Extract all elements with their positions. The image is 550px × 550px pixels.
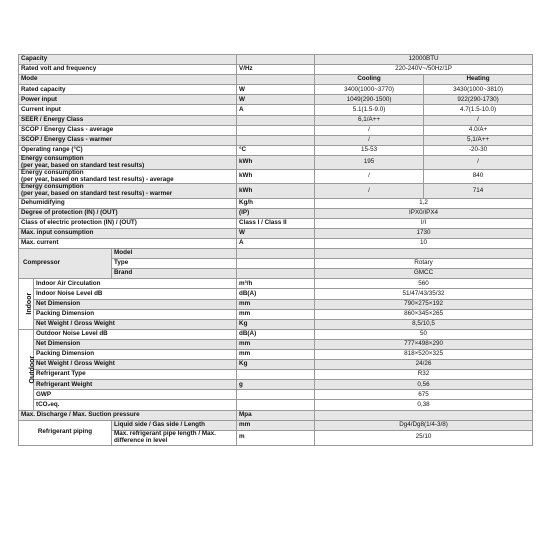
indoor-3-unit: mm bbox=[237, 309, 315, 319]
outdoor-4-label: Refrigerant Type bbox=[34, 370, 237, 380]
value-max-current: 10 bbox=[315, 238, 533, 248]
row-energy-3 bbox=[19, 184, 533, 198]
row-scop-average bbox=[19, 125, 533, 135]
unit-suction-pressure: Mpa bbox=[237, 410, 315, 420]
row-rated-volt bbox=[19, 65, 533, 75]
outdoor-5-unit: g bbox=[237, 380, 315, 390]
label-power-input: Power input bbox=[19, 95, 237, 105]
indoor-1-unit: dB(A) bbox=[237, 289, 315, 299]
indoor-4-unit: Kg bbox=[237, 319, 315, 329]
indoor-section-label bbox=[19, 279, 34, 329]
label-piping-length: Max. refrigerant pipe length / Max. difference in level bbox=[112, 430, 237, 445]
unit-scop-average bbox=[237, 125, 315, 135]
label-piping-liquid: Liquid side / Gas side / Length bbox=[112, 420, 237, 430]
row-energy-2 bbox=[19, 170, 533, 184]
value-protection: IPX0/IPX4 bbox=[315, 208, 533, 218]
unit-energy-1: kWh bbox=[237, 155, 315, 169]
outdoor-7-label: tCO₂eq. bbox=[34, 400, 237, 410]
unit-protection: (IP) bbox=[237, 208, 315, 218]
value-capacity: 12000BTU bbox=[315, 55, 533, 65]
energy-3-sub: (per year, based on standard test results) - warmer bbox=[21, 189, 173, 197]
heating-scop-average: 4.0/A+ bbox=[424, 125, 533, 135]
energy-1-sub: (per year, based on standard test results) bbox=[21, 161, 145, 169]
label-scop-average: SCOP / Energy Class - average bbox=[19, 125, 237, 135]
row-compressor-model bbox=[19, 249, 533, 259]
cooling-scop-warmer: / bbox=[315, 135, 424, 145]
value-electric-class: I/I bbox=[315, 218, 533, 228]
cooling-operating-range: 15-53 bbox=[315, 145, 424, 155]
outdoor-2-unit: mm bbox=[237, 350, 315, 360]
indoor-0-label: Indoor Air Circulation bbox=[34, 279, 237, 289]
label-compressor-model: Model bbox=[112, 249, 237, 259]
label-refrigerant-piping: Refrigerant piping bbox=[19, 420, 112, 445]
mode-heating: Heating bbox=[424, 75, 533, 85]
outdoor-1-label: Net Dimension bbox=[34, 339, 237, 349]
row-dehumidifying bbox=[19, 198, 533, 208]
row-energy-1 bbox=[19, 155, 533, 169]
row-scop-warmer bbox=[19, 135, 533, 145]
heating-current-input: 4.7(1.5-10.0) bbox=[424, 105, 533, 115]
heating-power-input: 922(290-1730) bbox=[424, 95, 533, 105]
outdoor-5-value: 0,56 bbox=[315, 380, 533, 390]
unit-max-input: W bbox=[237, 228, 315, 238]
label-rated-capacity: Rated capacity bbox=[19, 85, 237, 95]
unit-rated-volt: V/Hz bbox=[237, 65, 315, 75]
label-seer: SEER / Energy Class bbox=[19, 115, 237, 125]
value-max-input: 1730 bbox=[315, 228, 533, 238]
row-capacity bbox=[19, 55, 533, 65]
indoor-label: Indoor bbox=[26, 293, 34, 315]
indoor-4-value: 8,5/10,5 bbox=[315, 319, 533, 329]
label-max-input: Max. input consumption bbox=[19, 228, 237, 238]
value-rated-volt: 220-240V~/50Hz/1P bbox=[315, 65, 533, 75]
row-outdoor-4 bbox=[19, 370, 533, 380]
unit-scop-warmer bbox=[237, 135, 315, 145]
row-outdoor-7 bbox=[19, 400, 533, 410]
row-current-input bbox=[19, 105, 533, 115]
row-outdoor-5 bbox=[19, 380, 533, 390]
energy-1-title: Energy consumption bbox=[21, 154, 84, 162]
label-mode: Mode bbox=[19, 75, 237, 85]
cooling-current-input: 5.1(1.5-9.0) bbox=[315, 105, 424, 115]
value-compressor-model bbox=[315, 249, 533, 259]
outdoor-5-label: Refrigerant Weight bbox=[34, 380, 237, 390]
outdoor-3-unit: Kg bbox=[237, 360, 315, 370]
value-dehumidifying: 1,2 bbox=[315, 198, 533, 208]
label-rated-volt: Rated volt and frequency bbox=[19, 65, 237, 75]
outdoor-3-value: 24/26 bbox=[315, 360, 533, 370]
unit-piping-liquid: mm bbox=[237, 420, 315, 430]
cooling-scop-average: / bbox=[315, 125, 424, 135]
indoor-3-value: 860×345×265 bbox=[315, 309, 533, 319]
indoor-1-value: 51/47/43/35/32 bbox=[315, 289, 533, 299]
label-compressor: Compressor bbox=[19, 249, 112, 279]
unit-compressor-brand bbox=[237, 269, 315, 279]
row-rated-capacity bbox=[19, 85, 533, 95]
outdoor-0-unit: dB(A) bbox=[237, 329, 315, 339]
cooling-seer: 6,1/A++ bbox=[315, 115, 424, 125]
row-indoor-3 bbox=[19, 309, 533, 319]
indoor-1-label: Indoor Noise Level dB bbox=[34, 289, 237, 299]
indoor-0-value: 560 bbox=[315, 279, 533, 289]
outdoor-7-unit bbox=[237, 400, 315, 410]
unit-max-current: A bbox=[237, 238, 315, 248]
row-operating-range bbox=[19, 145, 533, 155]
value-compressor-type: Rotary bbox=[315, 259, 533, 269]
heating-energy-3: 714 bbox=[424, 184, 533, 198]
outdoor-0-label: Outdoor Noise Level dB bbox=[34, 329, 237, 339]
cooling-rated-capacity: 3400(1000~3770) bbox=[315, 85, 424, 95]
indoor-3-label: Packing Dimension bbox=[34, 309, 237, 319]
unit-seer bbox=[237, 115, 315, 125]
label-energy-3 bbox=[19, 184, 237, 198]
row-indoor-4 bbox=[19, 319, 533, 329]
outdoor-6-unit bbox=[237, 390, 315, 400]
heating-rated-capacity: 3430(1000~3810) bbox=[424, 85, 533, 95]
cooling-energy-3: / bbox=[315, 184, 424, 198]
row-indoor-0 bbox=[19, 279, 533, 289]
row-outdoor-3 bbox=[19, 360, 533, 370]
unit-rated-capacity: W bbox=[237, 85, 315, 95]
energy-2-title: Energy consumption bbox=[21, 169, 84, 177]
outdoor-0-value: 50 bbox=[315, 329, 533, 339]
label-compressor-type: Type bbox=[112, 259, 237, 269]
unit-compressor-type bbox=[237, 259, 315, 269]
value-suction-pressure bbox=[315, 410, 533, 420]
unit-energy-2: kWh bbox=[237, 170, 315, 184]
indoor-2-value: 790×275×192 bbox=[315, 299, 533, 309]
row-max-current bbox=[19, 238, 533, 248]
label-dehumidifying: Dehumidifying bbox=[19, 198, 237, 208]
unit-operating-range: °C bbox=[237, 145, 315, 155]
indoor-4-label: Net Weight / Gross Weight bbox=[34, 319, 237, 329]
row-electric-class bbox=[19, 218, 533, 228]
cooling-power-input: 1049(290-1500) bbox=[315, 95, 424, 105]
outdoor-1-unit: mm bbox=[237, 339, 315, 349]
outdoor-section-label bbox=[19, 329, 37, 410]
cooling-energy-2: / bbox=[315, 170, 424, 184]
row-max-input bbox=[19, 228, 533, 238]
outdoor-2-value: 818×520×325 bbox=[315, 350, 533, 360]
unit-energy-3: kWh bbox=[237, 184, 315, 198]
unit-electric-class: Class I / Class II bbox=[237, 218, 315, 228]
row-outdoor-0 bbox=[19, 329, 533, 339]
value-piping-liquid: Dg4/Dg8(1/4-3/8) bbox=[315, 420, 533, 430]
energy-3-title: Energy consumption bbox=[21, 183, 84, 191]
outdoor-7-value: 0,38 bbox=[315, 400, 533, 410]
row-indoor-2 bbox=[19, 299, 533, 309]
label-energy-1 bbox=[19, 155, 237, 169]
row-piping-liquid bbox=[19, 420, 533, 430]
label-suction-pressure: Max. Discharge / Max. Suction pressure bbox=[19, 410, 237, 420]
outdoor-4-unit bbox=[237, 370, 315, 380]
outdoor-6-value: 675 bbox=[315, 390, 533, 400]
row-seer bbox=[19, 115, 533, 125]
heating-seer: / bbox=[424, 115, 533, 125]
row-indoor-1 bbox=[19, 289, 533, 299]
row-outdoor-2 bbox=[19, 350, 533, 360]
unit-capacity bbox=[237, 55, 315, 65]
energy-2-sub: (per year, based on standard test results) - average bbox=[21, 175, 174, 183]
label-capacity: Capacity bbox=[19, 55, 237, 65]
indoor-2-label: Net Dimension bbox=[34, 299, 237, 309]
label-current-input: Current input bbox=[19, 105, 237, 115]
indoor-0-unit: m³/h bbox=[237, 279, 315, 289]
row-outdoor-1 bbox=[19, 339, 533, 349]
cooling-energy-1: 195 bbox=[315, 155, 424, 169]
outdoor-label: Outdoor bbox=[29, 355, 37, 384]
label-compressor-brand: Brand bbox=[112, 269, 237, 279]
unit-piping-length: m bbox=[237, 430, 315, 445]
value-piping-length: 25/10 bbox=[315, 430, 533, 445]
heating-energy-1: / bbox=[424, 155, 533, 169]
label-protection: Degree of protection (IN) / (OUT) bbox=[19, 208, 237, 218]
label-max-current: Max. current bbox=[19, 238, 237, 248]
spec-table bbox=[18, 54, 533, 446]
heating-scop-warmer: 5,1/A++ bbox=[424, 135, 533, 145]
value-compressor-brand: GMCC bbox=[315, 269, 533, 279]
outdoor-4-value: R32 bbox=[315, 370, 533, 380]
outdoor-1-value: 777×498×290 bbox=[315, 339, 533, 349]
heating-operating-range: -20-30 bbox=[424, 145, 533, 155]
outdoor-2-label: Packing Dimension bbox=[34, 350, 237, 360]
row-protection bbox=[19, 208, 533, 218]
row-suction-pressure bbox=[19, 410, 533, 420]
unit-power-input: W bbox=[237, 95, 315, 105]
label-scop-warmer: SCOP / Energy Class - warmer bbox=[19, 135, 237, 145]
unit-current-input: A bbox=[237, 105, 315, 115]
mode-cooling: Cooling bbox=[315, 75, 424, 85]
unit-mode bbox=[237, 75, 315, 85]
outdoor-6-label: GWP bbox=[34, 390, 237, 400]
unit-dehumidifying: Kg/h bbox=[237, 198, 315, 208]
outdoor-3-label: Net Weight / Gross Weight bbox=[34, 360, 237, 370]
row-power-input bbox=[19, 95, 533, 105]
unit-compressor-model bbox=[237, 249, 315, 259]
indoor-2-unit: mm bbox=[237, 299, 315, 309]
heating-energy-2: 840 bbox=[424, 170, 533, 184]
label-operating-range: Operating range (°C) bbox=[19, 145, 237, 155]
label-energy-2 bbox=[19, 170, 237, 184]
row-mode bbox=[19, 75, 533, 85]
label-electric-class: Class of electric protection (IN) / (OUT) bbox=[19, 218, 237, 228]
row-outdoor-6 bbox=[19, 390, 533, 400]
